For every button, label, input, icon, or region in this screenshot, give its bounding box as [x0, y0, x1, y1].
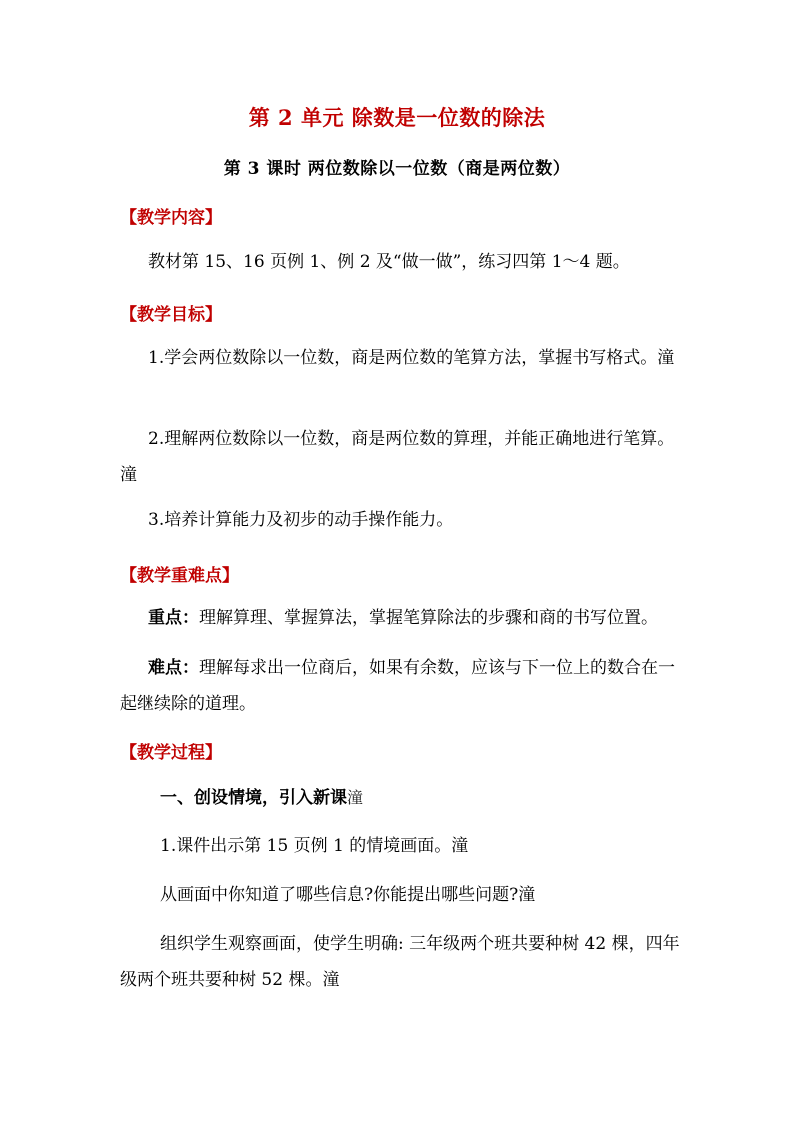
difficult-point-label: 难点： [148, 658, 199, 678]
difficult-point-text: 理解每求出一位商后，如果有余数，应该与下一位上的数合在一起继续除的道理。 [120, 658, 675, 714]
key-point-label: 重点： [148, 608, 199, 628]
section-heading-key-points: 【教学重难点】 [120, 566, 239, 586]
section-heading-content: 【教学内容】 [120, 208, 222, 228]
section-heading-goals: 【教学目标】 [120, 305, 222, 325]
goal-2: 2.理解两位数除以一位数，商是两位数的算理，并能正确地进行笔算。潼 [120, 429, 675, 485]
key-point-text: 理解算理、掌握算法，掌握笔算除法的步骤和商的书写位置。 [199, 608, 658, 628]
content-text: 教材第 15、16 页例 1、例 2 及“做一做”，练习四第 1～4 题。 [148, 252, 630, 272]
paragraph-3: 组织学生观察画面，使学生明确: 三年级两个班共要种树 42 棵，四年级两个班共要种树 52 棵。潼 [120, 934, 680, 990]
step-1-mark: 潼 [347, 788, 364, 807]
paragraph-1: 1.课件出示第 15 页例 1 的情境画面。潼 [160, 836, 469, 856]
key-point [120, 600, 680, 636]
section-heading-process: 【教学过程】 [120, 743, 222, 763]
step-1-title [120, 780, 680, 816]
goal-1: 1.学会两位数除以一位数，商是两位数的笔算方法，掌握书写格式。潼 [148, 348, 675, 368]
goal-3: 3.培养计算能力及初步的动手操作能力。 [148, 510, 454, 530]
lesson-subtitle: 第 3 课时 两位数除以一位数（商是两位数） [223, 159, 571, 179]
paragraph-2: 从画面中你知道了哪些信息?你能提出哪些问题?潼 [160, 885, 536, 905]
unit-title: 第 2 单元 除数是一位数的除法 [248, 105, 546, 130]
step-1-title-text: 一、创设情境，引入新课 [160, 788, 347, 808]
difficult-point [120, 650, 680, 722]
